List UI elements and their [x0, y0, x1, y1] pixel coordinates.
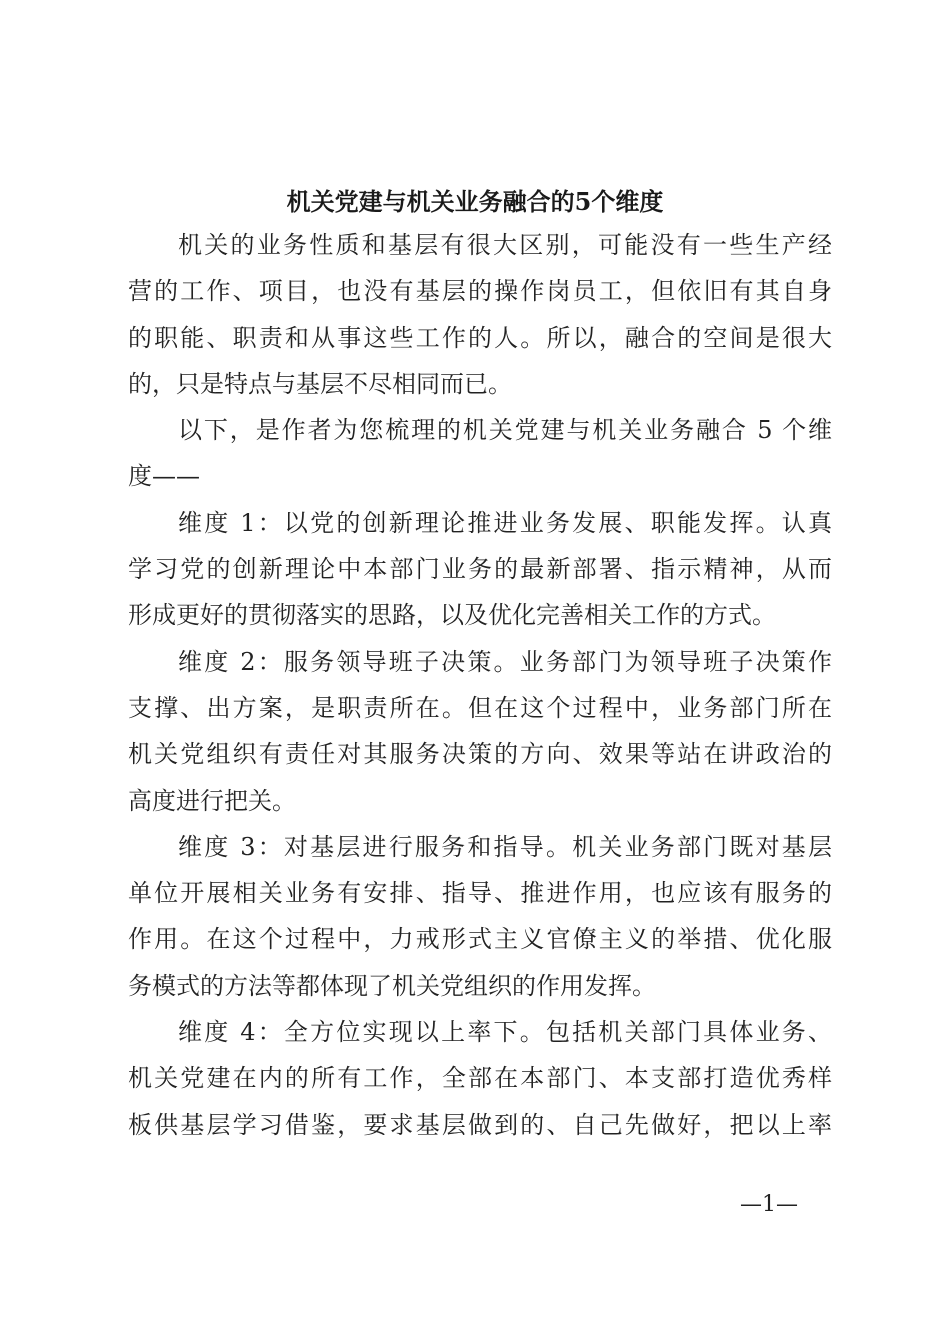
text-line: 以下，是作者为您梳理的机关党建与机关业务融合 5 个维 — [178, 416, 832, 445]
text-line: 机关的业务性质和基层有很大区别，可能没有一些生产经 — [178, 231, 832, 259]
text-line: 维度 4：全方位实现以上率下。包括机关部门具体业务、 — [178, 1018, 832, 1047]
text-line: 机关党建在内的所有工作，全部在本部门、本支部打造优秀样 — [128, 1064, 832, 1093]
page-number: —1— — [740, 1192, 798, 1217]
paragraph — [128, 639, 832, 824]
paragraph — [128, 222, 832, 407]
text-line: 形成更好的贯彻落实的思路，以及优化完善相关工作的方式。 — [128, 601, 776, 630]
text-line: 维度 1：以党的创新理论推进业务发展、职能发挥。认真 — [178, 508, 832, 537]
text-line: 维度 3：对基层进行服务和指导。机关业务部门既对基层 — [178, 832, 832, 861]
text-line: 机关党组织有责任对其服务决策的方向、效果等站在讲政治的 — [128, 740, 832, 769]
text-line: 务模式的方法等都体现了机关党组织的作用发挥。 — [128, 971, 656, 1000]
paragraph — [128, 1009, 832, 1148]
text-line: 板供基层学习借鉴，要求基层做到的、自己先做好，把以上率 — [128, 1110, 832, 1139]
text-line: 高度进行把关。 — [128, 786, 296, 815]
text-line: 支撑、出方案，是职责所在。但在这个过程中，业务部门所在 — [128, 693, 832, 722]
text-line: 维度 2：服务领导班子决策。业务部门为领导班子决策作 — [178, 647, 832, 676]
paragraph — [128, 500, 832, 639]
text-line: 营的工作、项目，也没有基层的操作岗员工，但依旧有其自身 — [128, 277, 832, 306]
text-line: 的，只是特点与基层不尽相同而已。 — [128, 369, 512, 398]
text-line: 单位开展相关业务有安排、指导、推进作用，也应该有服务的 — [128, 879, 832, 908]
text-line: 度—— — [128, 462, 200, 491]
document-title: 机关党建与机关业务融合的5个维度 — [286, 187, 664, 216]
text-line: 的职能、职责和从事这些工作的人。所以，融合的空间是很大 — [128, 323, 832, 352]
paragraph — [128, 824, 832, 1009]
text-line: 作用。在这个过程中，力戒形式主义官僚主义的举措、优化服 — [128, 925, 832, 954]
document-body — [128, 222, 832, 1148]
paragraph — [128, 407, 832, 500]
text-line: 学习党的创新理论中本部门业务的最新部署、指示精神，从而 — [128, 555, 832, 584]
